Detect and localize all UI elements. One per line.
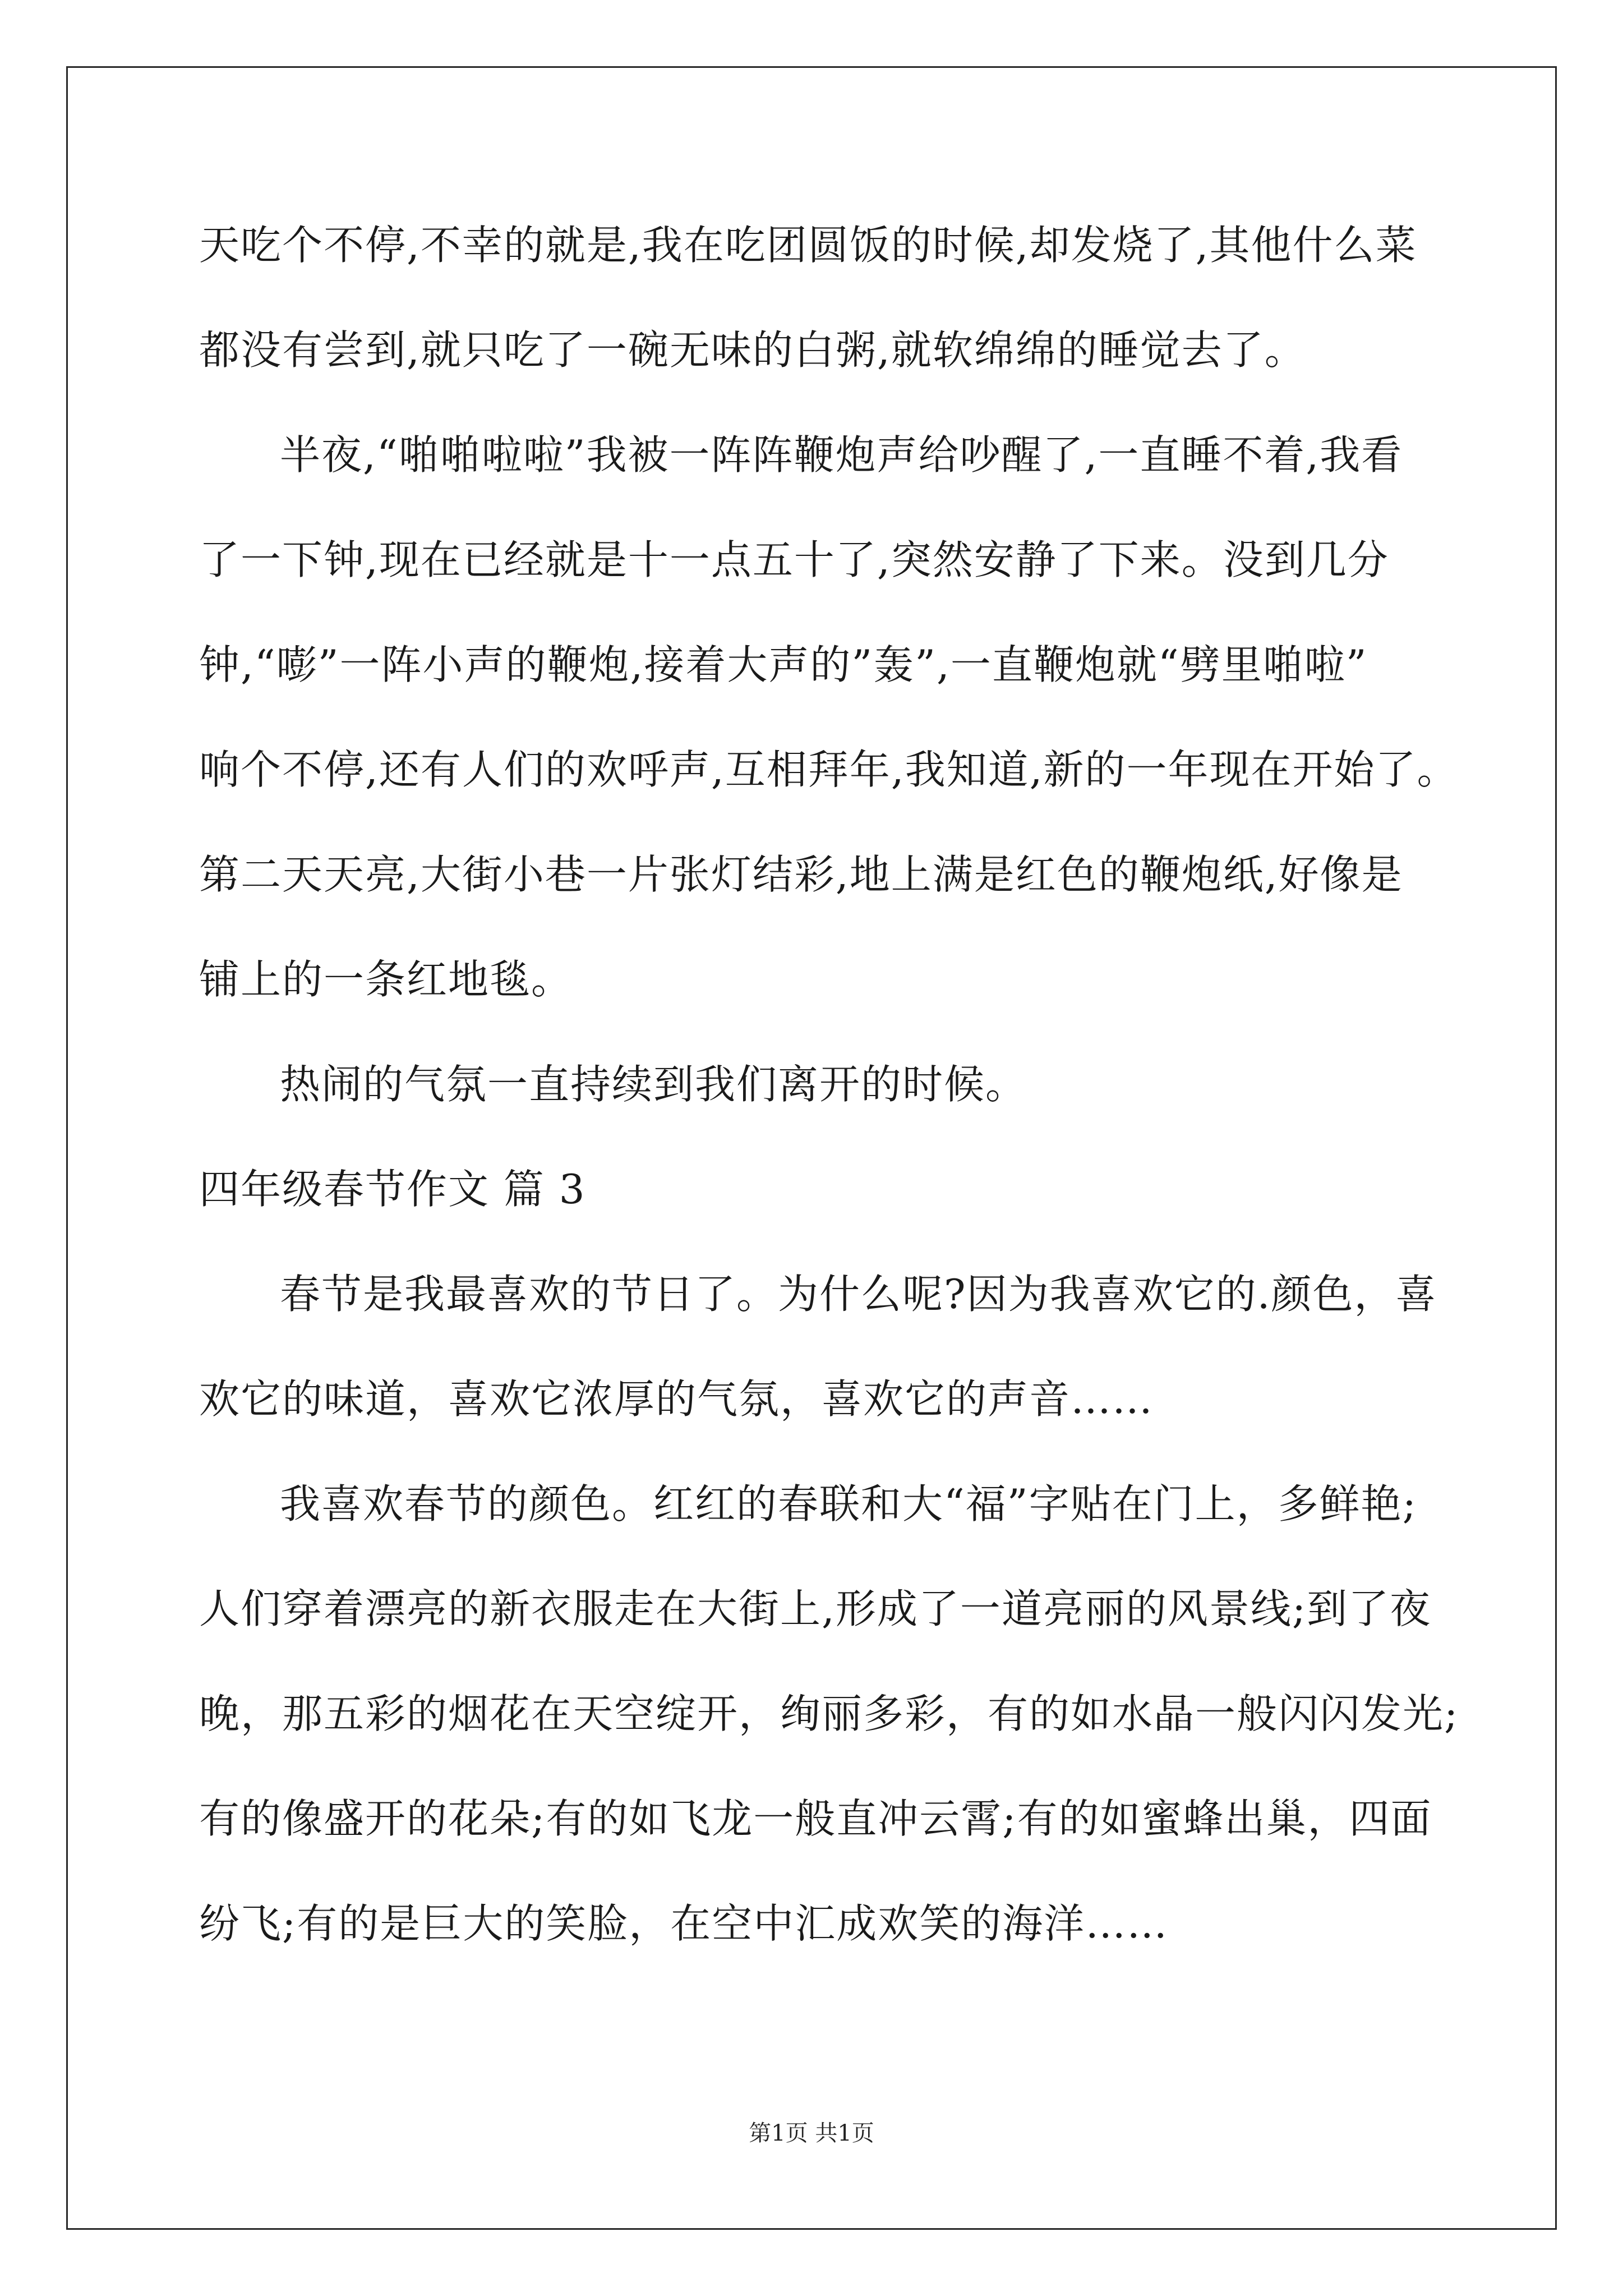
paragraph-line: 第二天天亮,大街小巷一片张灯结彩,地上满是红色的鞭炮纸,好像是 — [199, 851, 1403, 898]
page-footer: 第1页 共1页 — [749, 2120, 874, 2146]
paragraph-line: 热闹的气氛一直持续到我们离开的时候。 — [280, 1061, 1027, 1108]
paragraph-line: 了一下钟,现在已经就是十一点五十了,突然安静了下来。没到几分 — [199, 536, 1389, 583]
paragraph-line: 都没有尝到,就只吃了一碗无味的白粥,就软绵绵的睡觉去了。 — [199, 326, 1306, 374]
paragraph-line: 铺上的一条红地毯。 — [199, 956, 573, 1003]
paragraph-line: 晚，那五彩的烟花在天空绽开，绚丽多彩，有的如水晶一般闪闪发光; — [199, 1690, 1459, 1737]
paragraph-line: 钟,“嘭”一阵小声的鞭炮,接着大声的”轰”,一直鞭炮就“劈里啪啦” — [199, 641, 1368, 688]
paragraph-line: 半夜,“啪啪啦啦”我被一阵阵鞭炮声给吵醒了,一直睡不着,我看 — [280, 431, 1403, 478]
section-heading: 四年级春节作文 篇 3 — [199, 1166, 586, 1213]
paragraph-line: 响个不停,还有人们的欢呼声,互相拜年,我知道,新的一年现在开始了。 — [199, 746, 1459, 793]
paragraph-line: 欢它的味道，喜欢它浓厚的气氛，喜欢它的声音…… — [199, 1375, 1154, 1423]
paragraph-line: 春节是我最喜欢的节日了。为什么呢?因为我喜欢它的.颜色，喜 — [280, 1271, 1437, 1318]
paragraph-line: 有的像盛开的花朵;有的如飞龙一般直冲云霄;有的如蜜蜂出巢，四面 — [199, 1795, 1432, 1842]
paragraph-line: 纷飞;有的是巨大的笑脸，在空中汇成欢笑的海洋…… — [199, 1900, 1169, 1947]
paragraph-line: 天吃个不停,不幸的就是,我在吃团圆饭的时候,却发烧了,其他什么菜 — [199, 222, 1417, 269]
paragraph-line: 我喜欢春节的颜色。红红的春联和大“福”字贴在门上，多鲜艳; — [280, 1480, 1417, 1527]
paragraph-line: 人们穿着漂亮的新衣服走在大街上,形成了一道亮丽的风景线;到了夜 — [199, 1585, 1432, 1632]
